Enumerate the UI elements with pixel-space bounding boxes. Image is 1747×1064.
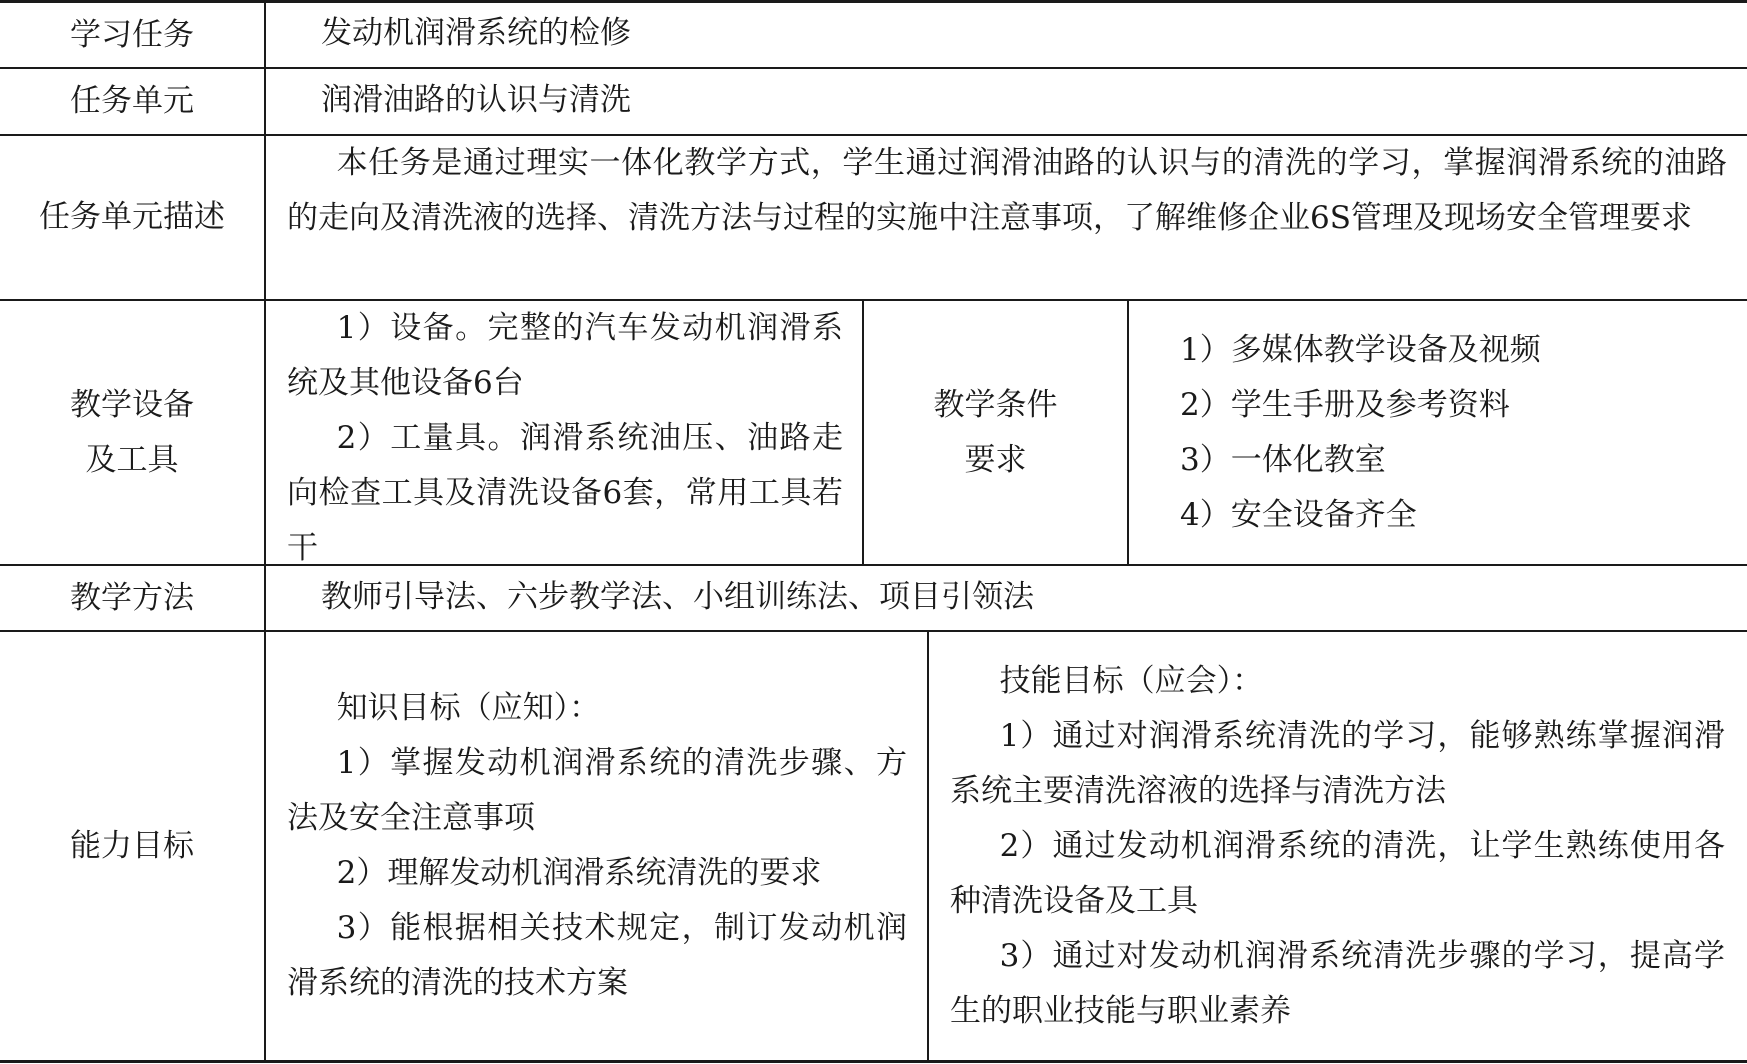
skill-item: 2）通过发动机润滑系统的清洗，让学生熟练使用各种清洗设备及工具 <box>950 827 1725 919</box>
knowledge-item: 3）能根据相关技术规定，制订发动机润滑系统的清洗的技术方案 <box>287 910 907 1001</box>
condition-item: 3）一体化教室 <box>1180 441 1386 478</box>
unit-label: 任务单元 <box>70 83 194 119</box>
equipment-label: 教学设备 及工具 <box>70 386 194 478</box>
rule-equip-mid2 <box>1127 299 1129 565</box>
equipment-list <box>287 301 843 564</box>
skill-item: 3）通过对发动机润滑系统清洗步骤的学习，提高学生的职业技能与职业素养 <box>950 937 1725 1029</box>
ability-label: 能力目标 <box>70 827 194 864</box>
task-value: 发动机润滑系统的检修 <box>321 15 631 51</box>
conditions-list <box>1180 301 1720 564</box>
skill-item: 1）通过对润滑系统清洗的学习，能够熟练掌握润滑系统主要清洗溶液的选择与清洗方法 <box>950 717 1725 809</box>
knowledge-item: 2）理解发动机润滑系统清洗的要求 <box>336 855 822 891</box>
condition-item: 4）安全设备齐全 <box>1180 496 1417 533</box>
knowledge-goals <box>287 632 907 1060</box>
conditions-label: 教学条件 要求 <box>933 386 1058 478</box>
unit-value: 润滑油路的认识与清洗 <box>321 82 631 118</box>
knowledge-item: 1）掌握发动机润滑系统的清洗步骤、方法及安全注意事项 <box>287 745 907 836</box>
skill-goals <box>950 632 1725 1060</box>
knowledge-title: 知识目标（应知）： <box>336 690 601 726</box>
description-paragraph: 本任务是通过理实一体化教学方式，学生通过润滑油路的认识与的清洗的学习，掌握润滑系统的油路的走向及清洗液的选择、清洗方法与过程的实施中注意事项，了解维修企业6S管理及现场安全管理要求 <box>287 145 1727 236</box>
condition-item: 2）学生手册及参考资料 <box>1180 386 1510 423</box>
rule-bottom <box>0 1060 1747 1063</box>
description-label: 任务单元描述 <box>39 199 225 235</box>
method-value: 教师引导法、六步教学法、小组训练法、项目引领法 <box>321 579 1034 615</box>
condition-item: 1）多媒体教学设备及视频 <box>1180 331 1541 368</box>
equipment-item: 1）设备。完整的汽车发动机润滑系统及其他设备6台 <box>287 310 843 401</box>
description-text <box>287 136 1727 299</box>
rule-col-label <box>264 0 266 1063</box>
skill-title: 技能目标（应会）： <box>999 662 1264 699</box>
equipment-item: 2）工量具。润滑系统油压、油路走向检查工具及清洗设备6套，常用工具若干 <box>287 420 843 566</box>
method-label: 教学方法 <box>70 579 194 616</box>
rule-ability-mid <box>927 630 929 1062</box>
task-label: 学习任务 <box>70 16 194 53</box>
